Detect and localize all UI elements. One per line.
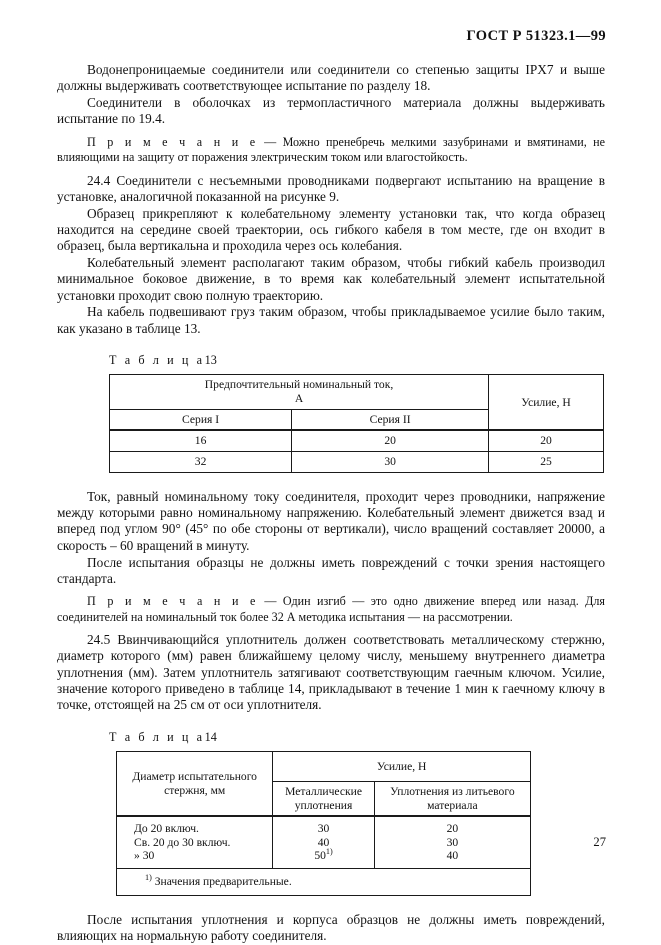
spacer-after-table-13 bbox=[57, 473, 605, 489]
table-13-cell-series1-r2: 32 bbox=[110, 451, 292, 472]
paragraph-cable-load: На кабель подвешивают груз таким образом, чтобы прикладываемое усилие было таким, как указано в таблице 13. bbox=[57, 304, 605, 336]
table-13-header-row-1 bbox=[110, 375, 604, 409]
document-body bbox=[57, 62, 605, 945]
table-14-diameter-row-1: До 20 включ. bbox=[134, 822, 199, 836]
note-label: П р и м е ч а н и е bbox=[87, 134, 258, 149]
table-14-header-metal bbox=[273, 781, 374, 816]
table-row bbox=[110, 430, 604, 451]
table-14-cast-row-2: 30 bbox=[446, 835, 459, 849]
table-14-metal-values bbox=[273, 816, 374, 868]
table-14-caption-number: 14 bbox=[204, 729, 217, 744]
table-13-caption-number: 13 bbox=[204, 353, 217, 368]
table-13 bbox=[109, 374, 604, 472]
table-row bbox=[110, 451, 604, 472]
table-13-caption-word: Т а б л и ц а bbox=[109, 353, 205, 368]
table-14-header-diameter bbox=[117, 751, 273, 816]
table-13-cell-force-r2: 25 bbox=[489, 451, 604, 472]
footnote-marker: 1) bbox=[145, 872, 152, 882]
table-14-header-metal-line1: Металлические bbox=[285, 784, 362, 798]
table-14-footnote bbox=[117, 868, 531, 895]
paragraph-final-seal-damage: После испытания уплотнения и корпуса образцов не должны иметь повреждений, влияющих на нормальную работу соединителя. bbox=[57, 911, 605, 944]
note-minor-burrs bbox=[57, 135, 605, 166]
paragraph-24-5: 24.5 Ввинчивающийся уплотнитель должен соответствовать металлическому стержню, диаметр которого (мм) равен ближайшему целому числу, меньшему внутреннего диаметра уплотнения (мм). Затем уплотнитель затягивают соответствующим гаечным ключом. Усилие, значение которого приведено в таблице 14, прикладывают в течение 1 мин к гаечному ключу в точке, отстоящей на 25 см от оси уплотнителя. bbox=[57, 631, 605, 713]
footnote-marker-superscript: 1) bbox=[325, 847, 333, 857]
table-14-cast-row-1: 20 bbox=[446, 822, 459, 836]
table-row bbox=[117, 816, 531, 868]
table-14-diameter-row-2: Св. 20 до 30 включ. bbox=[134, 835, 231, 849]
table-14-header-diameter-line2: стержня, мм bbox=[164, 783, 226, 797]
table-14-metal-row-3-value: 50 bbox=[314, 849, 326, 863]
paragraph-waterproof-connectors: Водонепроницаемые соединители или соединители со степенью защиты IPX7 и выше должны выдерживать соответствующее испытание по разделу 18. bbox=[57, 62, 605, 94]
paragraph-after-test-damage: После испытания образцы не должны иметь повреждений с точки зрения настоящего стандарта. bbox=[57, 554, 605, 586]
table-14-header-row-1 bbox=[117, 751, 531, 781]
table-14-metal-row-3 bbox=[278, 849, 368, 863]
table-13-cell-series2-r1: 20 bbox=[292, 430, 489, 451]
table-14-footnote-row bbox=[117, 868, 531, 895]
table-14-header-cast-line1: Уплотнения из литьевого bbox=[390, 784, 515, 798]
spacer-after-table-14 bbox=[57, 896, 605, 912]
page-number: 27 bbox=[593, 835, 606, 849]
paragraph-rated-current-test: Ток, равный номинальному току соединителя, проходит через проводники, напряжение между которыми равно номинальному напряжению. Колебательный элемент движется взад и вперед под углом 90° (45° по обе стороны от вертикали), число вращений составляет 20000, а скорость – 60 вращений в минуту. bbox=[57, 488, 605, 553]
table-14-header-cast-line2: материала bbox=[427, 798, 478, 812]
table-13-caption bbox=[109, 353, 605, 368]
table-13-cell-force-r1: 20 bbox=[489, 430, 604, 451]
table-13-cell-series2-r2: 30 bbox=[292, 451, 489, 472]
footnote-text: Значения предварительные. bbox=[154, 874, 292, 888]
table-14-metal-row-2: 40 bbox=[317, 835, 330, 849]
table-14-diameter-row-3: » 30 bbox=[134, 849, 155, 863]
table-14-header-diameter-line1: Диаметр испытательного bbox=[132, 769, 257, 783]
table-14-header-cast bbox=[374, 781, 530, 816]
document-standard-header: ГОСТ Р 51323.1—99 bbox=[466, 28, 606, 44]
table-14-header-metal-line2: уплотнения bbox=[294, 798, 353, 812]
table-14-header-force: Усилие, Н bbox=[273, 751, 531, 781]
table-13-header-current bbox=[110, 375, 489, 409]
note-label: П р и м е ч а н и е bbox=[87, 594, 259, 609]
table-13-header-current-line1: Предпочтительный номинальный ток, bbox=[204, 378, 394, 392]
table-14-metal-row-1: 30 bbox=[317, 822, 330, 836]
table-13-header-series-2: Серия II bbox=[292, 409, 489, 430]
table-14-cast-values bbox=[374, 816, 530, 868]
paragraph-sample-attachment: Образец прикрепляют к колебательному элементу установки так, что когда образец находится на середине своей траектории, ось гибкого кабеля в том месте, где он входит в образец, была вертикальна и проходила через ось колебания. bbox=[57, 205, 605, 254]
note-one-bend bbox=[57, 594, 605, 625]
note-text: — Можно пренебречь мелкими зазубринами и вмятинами, не влияющими на защиту от поражения электрическим током или влагостойкость. bbox=[57, 134, 605, 165]
table-13-header-force: Усилие, Н bbox=[489, 375, 604, 430]
table-14-cast-row-3: 40 bbox=[446, 849, 459, 863]
table-14-diameter-values bbox=[117, 816, 273, 868]
spacer-before-table-13 bbox=[57, 337, 605, 353]
table-14 bbox=[116, 751, 531, 896]
paragraph-oscillating-element: Колебательный элемент располагают таким образом, чтобы гибкий кабель производил минимальное боковое движение, в то время как колебательный элемент испытательной установки проходит свою полную траекторию. bbox=[57, 254, 605, 303]
paragraph-thermoplastic-enclosures: Соединители в оболочках из термопластичного материала должны выдерживать испытание по 19.4. bbox=[57, 95, 605, 127]
note-text: — Один изгиб — это одно движение вперед или назад. Для соединителей на номинальный ток более 32 А методика испытания — на рассмотрении. bbox=[57, 594, 605, 624]
table-14-caption-word: Т а б л и ц а bbox=[109, 729, 205, 744]
table-14-caption bbox=[109, 730, 605, 745]
spacer-before-table-14 bbox=[57, 714, 605, 730]
table-13-header-current-line2: А bbox=[294, 392, 304, 406]
table-13-cell-series1-r1: 16 bbox=[110, 430, 292, 451]
paragraph-24-4: 24.4 Соединители с несъемными проводниками подвергают испытанию на вращение в установке, аналогичной показанной на рисунке 9. bbox=[57, 172, 605, 204]
table-13-header-series-1: Серия I bbox=[110, 409, 292, 430]
